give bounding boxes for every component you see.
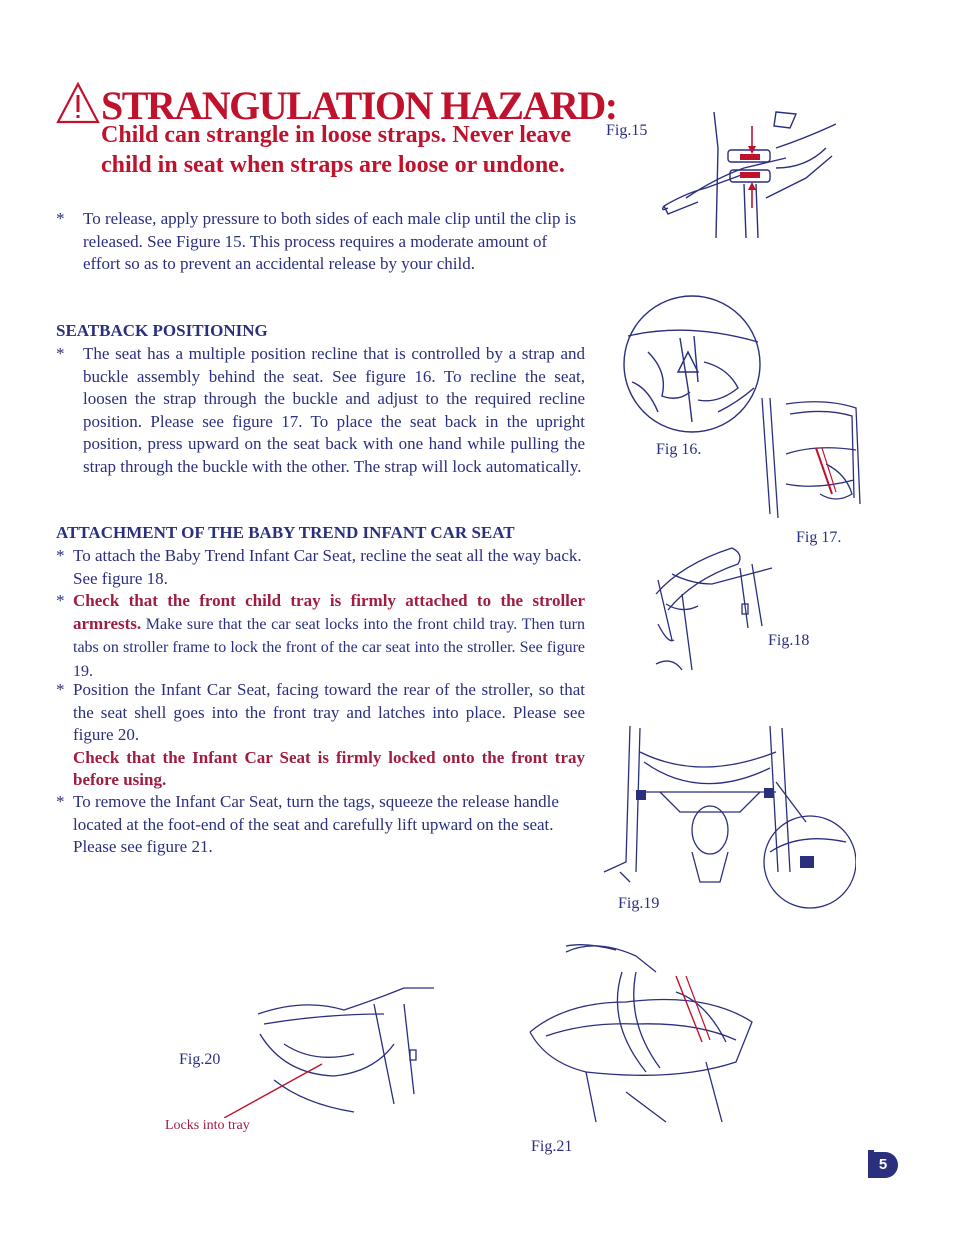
figure-20-illustration: [224, 984, 440, 1118]
attachment-item-2-body: [73, 590, 585, 683]
attachment-item-4-text: To remove the Infant Car Seat, turn the tags, squeeze the release handle located at the foot-end of the seat and carefully lift upward on the seat. Please see figure 21.: [73, 792, 559, 856]
fig20-label: Fig.20: [179, 1051, 221, 1068]
figure-17-illustration: [756, 394, 868, 522]
seatback-heading: SEATBACK POSITIONING: [56, 321, 268, 340]
fig15-label: Fig.15: [606, 122, 648, 139]
bullet-star: *: [56, 546, 65, 565]
fig21-label: Fig.21: [531, 1138, 573, 1155]
attachment-item-1-text: To attach the Baby Trend Infant Car Seat, recline the seat all the way back. See figure 18.: [73, 546, 582, 588]
attachment-heading: ATTACHMENT OF THE BABY TREND INFANT CAR SEAT: [56, 523, 515, 542]
bullet-star: *: [56, 792, 65, 811]
figure-16-illustration: [618, 292, 768, 442]
figure-21-illustration: [526, 932, 760, 1126]
attachment-item-3-body: [73, 679, 585, 792]
page-number: 5: [868, 1152, 898, 1178]
hazard-title: STRANGULATION HAZARD:: [101, 83, 617, 128]
locks-into-tray-label: Locks into tray: [165, 1118, 250, 1133]
bullet-star: *: [56, 680, 65, 699]
figure-19-illustration: [600, 722, 856, 918]
tray-check-warning: Check that the front child tray is firmly attached to the stroller armrests.: [73, 591, 585, 633]
bullet-star: *: [56, 344, 65, 363]
bullet-star: *: [56, 209, 65, 228]
figure-18-illustration: [652, 544, 776, 674]
fig16-label: Fig 16.: [656, 441, 702, 458]
attachment-item-3-text: Position the Infant Car Seat, facing toward the rear of the stroller, so that the seat shell goes into the front tray and latches into place. Please see figure 20.: [73, 680, 585, 744]
bullet-star: *: [56, 591, 65, 610]
fig19-label: Fig.19: [618, 895, 660, 912]
hazard-subtitle: Child can strangle in loose straps. Never leave child in seat when straps are loose or undone.: [101, 122, 572, 178]
car-seat-lock-warning: Check that the Infant Car Seat is firmly locked onto the front tray before using.: [73, 747, 585, 789]
warning-triangle-icon: [56, 82, 100, 126]
release-text: To release, apply pressure to both sides of each male clip until the clip is released. See Figure 15. This process requires a moderate amount of effort so as to prevent an accidental release by your child.: [83, 209, 577, 273]
fig18-label: Fig.18: [768, 632, 810, 649]
figure-15-illustration: [656, 108, 846, 240]
seatback-text: The seat has a multiple position recline that is controlled by a strap and buckle assembly behind the seat. See figure 16. To recline the seat, loosen the strap through the buckle and adjust to the required recline position. Please see figure 17. To place the seat back in the upright position, press upward on the seat back with one hand while pulling the strap through the buckle with the other. The strap will lock automatically.: [83, 344, 585, 476]
fig17-label: Fig 17.: [796, 529, 842, 546]
attachment-item-2-text: Make sure that the car seat locks into the front child tray. Then turn tabs on stroller frame to lock the front of the car seat into the stroller. See figure 19.: [73, 615, 585, 680]
